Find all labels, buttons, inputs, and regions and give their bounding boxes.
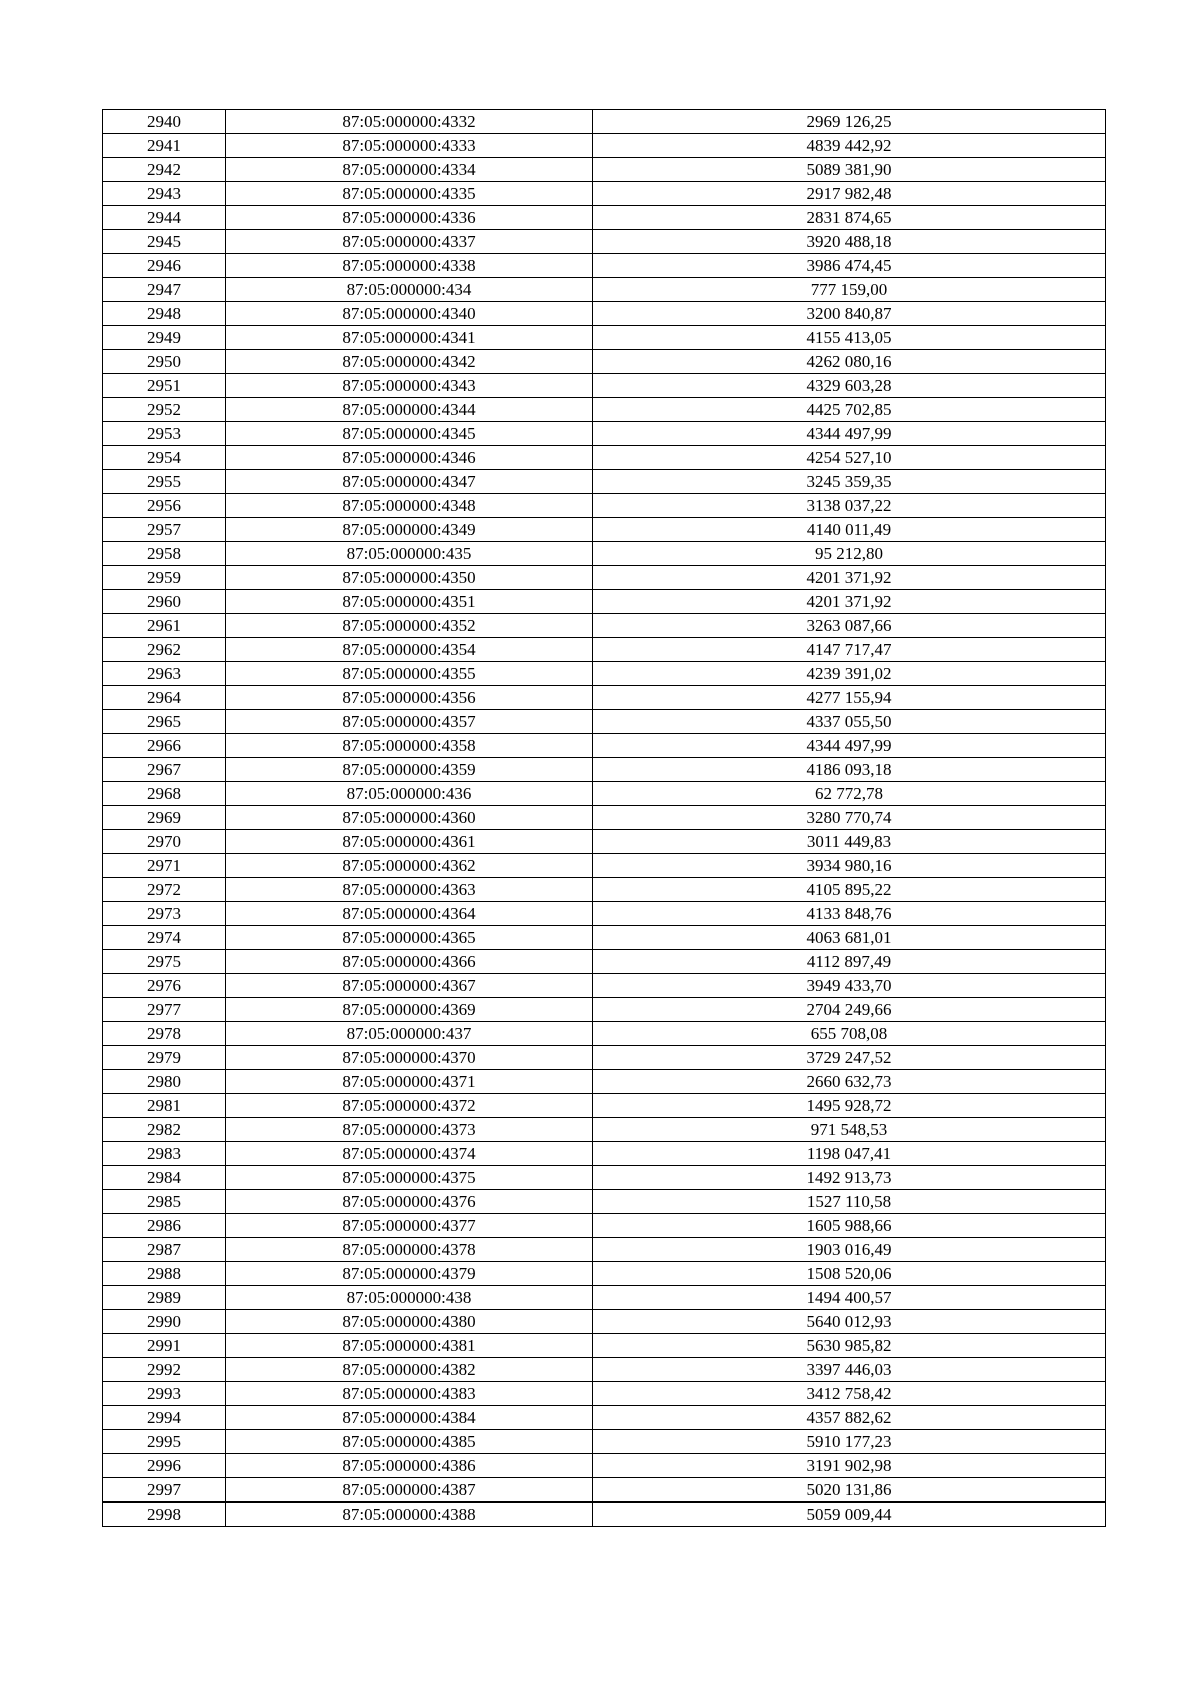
table-row (103, 998, 1106, 1022)
table-row (103, 422, 1106, 446)
cadastral-number-cell: 87:05:000000:4387 (226, 1478, 593, 1503)
cadastral-number-cell: 87:05:000000:4341 (226, 326, 593, 350)
cadastral-number-cell: 87:05:000000:4363 (226, 878, 593, 902)
cadastral-number-cell: 87:05:000000:4340 (226, 302, 593, 326)
cadastral-value-cell: 4147 717,47 (593, 638, 1106, 662)
table-row (103, 902, 1106, 926)
cadastral-number-cell: 87:05:000000:4376 (226, 1190, 593, 1214)
cadastral-value-cell: 3949 433,70 (593, 974, 1106, 998)
row-number-cell: 2955 (103, 470, 226, 494)
table-row (103, 974, 1106, 998)
table-row (103, 566, 1106, 590)
row-number-cell: 2990 (103, 1310, 226, 1334)
cadastral-value-cell: 4186 093,18 (593, 758, 1106, 782)
table-row (103, 350, 1106, 374)
row-number-cell: 2957 (103, 518, 226, 542)
table-row (103, 278, 1106, 302)
row-number-cell: 2959 (103, 566, 226, 590)
table-row (103, 158, 1106, 182)
table-row (103, 734, 1106, 758)
row-number-cell: 2942 (103, 158, 226, 182)
row-number-cell: 2940 (103, 110, 226, 134)
cadastral-value-cell: 3200 840,87 (593, 302, 1106, 326)
cadastral-value-cell: 2969 126,25 (593, 110, 1106, 134)
cadastral-value-cell: 3934 980,16 (593, 854, 1106, 878)
table-body (103, 110, 1106, 1527)
cadastral-number-cell: 87:05:000000:4359 (226, 758, 593, 782)
row-number-cell: 2972 (103, 878, 226, 902)
cadastral-value-cell: 1495 928,72 (593, 1094, 1106, 1118)
cadastral-value-cell: 62 772,78 (593, 782, 1106, 806)
table-row (103, 446, 1106, 470)
cadastral-number-cell: 87:05:000000:4372 (226, 1094, 593, 1118)
table-row (103, 1430, 1106, 1454)
cadastral-value-cell: 4239 391,02 (593, 662, 1106, 686)
cadastral-value-cell: 3729 247,52 (593, 1046, 1106, 1070)
table-row (103, 1022, 1106, 1046)
table-row (103, 182, 1106, 206)
table-row (103, 230, 1106, 254)
cadastral-number-cell: 87:05:000000:4333 (226, 134, 593, 158)
cadastral-number-cell: 87:05:000000:436 (226, 782, 593, 806)
row-number-cell: 2966 (103, 734, 226, 758)
row-number-cell: 2983 (103, 1142, 226, 1166)
table-row (103, 782, 1106, 806)
cadastral-number-cell: 87:05:000000:4356 (226, 686, 593, 710)
cadastral-number-cell: 87:05:000000:4355 (226, 662, 593, 686)
row-number-cell: 2945 (103, 230, 226, 254)
cadastral-value-cell: 1492 913,73 (593, 1166, 1106, 1190)
row-number-cell: 2975 (103, 950, 226, 974)
cadastral-number-cell: 87:05:000000:4364 (226, 902, 593, 926)
cadastral-number-cell: 87:05:000000:4374 (226, 1142, 593, 1166)
cadastral-number-cell: 87:05:000000:4332 (226, 110, 593, 134)
table-row (103, 1142, 1106, 1166)
cadastral-value-cell: 4344 497,99 (593, 422, 1106, 446)
row-number-cell: 2992 (103, 1358, 226, 1382)
cadastral-number-cell: 87:05:000000:4366 (226, 950, 593, 974)
cadastral-value-cell: 3263 087,66 (593, 614, 1106, 638)
row-number-cell: 2981 (103, 1094, 226, 1118)
table-row (103, 1238, 1106, 1262)
cadastral-number-cell: 87:05:000000:4334 (226, 158, 593, 182)
row-number-cell: 2954 (103, 446, 226, 470)
cadastral-value-cell: 777 159,00 (593, 278, 1106, 302)
row-number-cell: 2997 (103, 1478, 226, 1503)
cadastral-number-cell: 87:05:000000:4373 (226, 1118, 593, 1142)
cadastral-value-cell: 4105 895,22 (593, 878, 1106, 902)
row-number-cell: 2960 (103, 590, 226, 614)
cadastral-number-cell: 87:05:000000:4336 (226, 206, 593, 230)
cadastral-value-cell: 4357 882,62 (593, 1406, 1106, 1430)
cadastral-value-cell: 3280 770,74 (593, 806, 1106, 830)
cadastral-value-cell: 2704 249,66 (593, 998, 1106, 1022)
cadastral-number-cell: 87:05:000000:4378 (226, 1238, 593, 1262)
cadastral-number-cell: 87:05:000000:4361 (226, 830, 593, 854)
row-number-cell: 2970 (103, 830, 226, 854)
cadastral-number-cell: 87:05:000000:4351 (226, 590, 593, 614)
cadastral-number-cell: 87:05:000000:4383 (226, 1382, 593, 1406)
cadastral-value-cell: 971 548,53 (593, 1118, 1106, 1142)
cadastral-value-cell: 1494 400,57 (593, 1286, 1106, 1310)
table-row (103, 254, 1106, 278)
cadastral-number-cell: 87:05:000000:4371 (226, 1070, 593, 1094)
table-row (103, 926, 1106, 950)
cadastral-number-cell: 87:05:000000:437 (226, 1022, 593, 1046)
table-row (103, 950, 1106, 974)
cadastral-number-cell: 87:05:000000:4382 (226, 1358, 593, 1382)
table-row (103, 830, 1106, 854)
cadastral-number-cell: 87:05:000000:4346 (226, 446, 593, 470)
cadastral-value-cell: 4112 897,49 (593, 950, 1106, 974)
table-row (103, 470, 1106, 494)
cadastral-value-cell: 4277 155,94 (593, 686, 1106, 710)
cadastral-number-cell: 87:05:000000:4380 (226, 1310, 593, 1334)
row-number-cell: 2944 (103, 206, 226, 230)
cadastral-value-cell: 2917 982,48 (593, 182, 1106, 206)
row-number-cell: 2950 (103, 350, 226, 374)
row-number-cell: 2984 (103, 1166, 226, 1190)
row-number-cell: 2958 (103, 542, 226, 566)
table-row (103, 1478, 1106, 1503)
row-number-cell: 2969 (103, 806, 226, 830)
table-row (103, 518, 1106, 542)
cadastral-number-cell: 87:05:000000:4350 (226, 566, 593, 590)
row-number-cell: 2976 (103, 974, 226, 998)
table-row (103, 542, 1106, 566)
row-number-cell: 2941 (103, 134, 226, 158)
cadastral-value-cell: 1527 110,58 (593, 1190, 1106, 1214)
cadastral-number-cell: 87:05:000000:4360 (226, 806, 593, 830)
row-number-cell: 2985 (103, 1190, 226, 1214)
cadastral-value-cell: 655 708,08 (593, 1022, 1106, 1046)
table-row (103, 326, 1106, 350)
table-row (103, 1190, 1106, 1214)
cadastral-value-cell: 3397 446,03 (593, 1358, 1106, 1382)
cadastral-value-cell: 2831 874,65 (593, 206, 1106, 230)
cadastral-value-cell: 3011 449,83 (593, 830, 1106, 854)
table-row (103, 614, 1106, 638)
row-number-cell: 2956 (103, 494, 226, 518)
cadastral-value-cell: 1903 016,49 (593, 1238, 1106, 1262)
row-number-cell: 2968 (103, 782, 226, 806)
table-row (103, 110, 1106, 134)
table-row (103, 374, 1106, 398)
cadastral-number-cell: 87:05:000000:4384 (226, 1406, 593, 1430)
row-number-cell: 2967 (103, 758, 226, 782)
row-number-cell: 2982 (103, 1118, 226, 1142)
table-row (103, 1382, 1106, 1406)
cadastral-number-cell: 87:05:000000:435 (226, 542, 593, 566)
table-row (103, 878, 1106, 902)
table-row (103, 1310, 1106, 1334)
cadastral-number-cell: 87:05:000000:4348 (226, 494, 593, 518)
cadastral-value-cell: 2660 632,73 (593, 1070, 1106, 1094)
table-row (103, 854, 1106, 878)
table-row (103, 1406, 1106, 1430)
row-number-cell: 2986 (103, 1214, 226, 1238)
row-number-cell: 2987 (103, 1238, 226, 1262)
table-row (103, 1454, 1106, 1478)
table-row (103, 494, 1106, 518)
table-row (103, 758, 1106, 782)
table-row (103, 1166, 1106, 1190)
table-row (103, 590, 1106, 614)
cadastral-number-cell: 87:05:000000:4365 (226, 926, 593, 950)
cadastral-value-cell: 4425 702,85 (593, 398, 1106, 422)
row-number-cell: 2947 (103, 278, 226, 302)
cadastral-value-cell: 4133 848,76 (593, 902, 1106, 926)
table-row (103, 1286, 1106, 1310)
row-number-cell: 2994 (103, 1406, 226, 1430)
cadastral-value-cell: 4063 681,01 (593, 926, 1106, 950)
cadastral-value-cell: 4201 371,92 (593, 590, 1106, 614)
cadastral-value-cell: 4344 497,99 (593, 734, 1106, 758)
cadastral-number-cell: 87:05:000000:4344 (226, 398, 593, 422)
row-number-cell: 2978 (103, 1022, 226, 1046)
row-number-cell: 2996 (103, 1454, 226, 1478)
table-row (103, 638, 1106, 662)
row-number-cell: 2953 (103, 422, 226, 446)
table-row (103, 206, 1106, 230)
cadastral-number-cell: 87:05:000000:4343 (226, 374, 593, 398)
cadastral-number-cell: 87:05:000000:4379 (226, 1262, 593, 1286)
cadastral-value-cell: 1198 047,41 (593, 1142, 1106, 1166)
cadastral-number-cell: 87:05:000000:4337 (226, 230, 593, 254)
cadastral-value-cell: 4254 527,10 (593, 446, 1106, 470)
table-row (103, 1502, 1106, 1527)
table-row (103, 134, 1106, 158)
cadastral-value-cell: 3245 359,35 (593, 470, 1106, 494)
cadastral-value-cell: 3412 758,42 (593, 1382, 1106, 1406)
cadastral-value-table (102, 109, 1106, 1527)
row-number-cell: 2962 (103, 638, 226, 662)
cadastral-number-cell: 87:05:000000:4388 (226, 1502, 593, 1527)
row-number-cell: 2993 (103, 1382, 226, 1406)
cadastral-value-cell: 5020 131,86 (593, 1478, 1106, 1503)
row-number-cell: 2977 (103, 998, 226, 1022)
cadastral-value-cell: 5630 985,82 (593, 1334, 1106, 1358)
row-number-cell: 2965 (103, 710, 226, 734)
row-number-cell: 2951 (103, 374, 226, 398)
cadastral-value-cell: 3191 902,98 (593, 1454, 1106, 1478)
cadastral-number-cell: 87:05:000000:4354 (226, 638, 593, 662)
table-row (103, 1214, 1106, 1238)
cadastral-number-cell: 87:05:000000:4352 (226, 614, 593, 638)
cadastral-value-cell: 3920 488,18 (593, 230, 1106, 254)
row-number-cell: 2963 (103, 662, 226, 686)
table-row (103, 1358, 1106, 1382)
row-number-cell: 2948 (103, 302, 226, 326)
row-number-cell: 2988 (103, 1262, 226, 1286)
table-row (103, 1094, 1106, 1118)
cadastral-number-cell: 87:05:000000:4375 (226, 1166, 593, 1190)
row-number-cell: 2961 (103, 614, 226, 638)
table-row (103, 1118, 1106, 1142)
table-row (103, 1334, 1106, 1358)
table-row (103, 398, 1106, 422)
cadastral-value-cell: 4329 603,28 (593, 374, 1106, 398)
table-row (103, 1046, 1106, 1070)
row-number-cell: 2998 (103, 1502, 226, 1527)
cadastral-value-cell: 5910 177,23 (593, 1430, 1106, 1454)
cadastral-value-cell: 4262 080,16 (593, 350, 1106, 374)
cadastral-number-cell: 87:05:000000:4369 (226, 998, 593, 1022)
cadastral-number-cell: 87:05:000000:4335 (226, 182, 593, 206)
cadastral-number-cell: 87:05:000000:4377 (226, 1214, 593, 1238)
cadastral-value-cell: 5059 009,44 (593, 1502, 1106, 1527)
cadastral-number-cell: 87:05:000000:4367 (226, 974, 593, 998)
cadastral-number-cell: 87:05:000000:4370 (226, 1046, 593, 1070)
row-number-cell: 2995 (103, 1430, 226, 1454)
cadastral-value-cell: 1508 520,06 (593, 1262, 1106, 1286)
cadastral-number-cell: 87:05:000000:4345 (226, 422, 593, 446)
cadastral-value-cell: 3138 037,22 (593, 494, 1106, 518)
row-number-cell: 2971 (103, 854, 226, 878)
cadastral-value-cell: 4155 413,05 (593, 326, 1106, 350)
row-number-cell: 2980 (103, 1070, 226, 1094)
cadastral-value-cell: 5640 012,93 (593, 1310, 1106, 1334)
row-number-cell: 2943 (103, 182, 226, 206)
row-number-cell: 2991 (103, 1334, 226, 1358)
cadastral-number-cell: 87:05:000000:4342 (226, 350, 593, 374)
cadastral-value-cell: 5089 381,90 (593, 158, 1106, 182)
cadastral-value-cell: 3986 474,45 (593, 254, 1106, 278)
cadastral-number-cell: 87:05:000000:4347 (226, 470, 593, 494)
cadastral-number-cell: 87:05:000000:4362 (226, 854, 593, 878)
cadastral-number-cell: 87:05:000000:4386 (226, 1454, 593, 1478)
cadastral-value-cell: 4201 371,92 (593, 566, 1106, 590)
table-row (103, 662, 1106, 686)
row-number-cell: 2979 (103, 1046, 226, 1070)
table-row (103, 1262, 1106, 1286)
cadastral-number-cell: 87:05:000000:438 (226, 1286, 593, 1310)
table-row (103, 710, 1106, 734)
row-number-cell: 2974 (103, 926, 226, 950)
row-number-cell: 2989 (103, 1286, 226, 1310)
cadastral-value-cell: 4839 442,92 (593, 134, 1106, 158)
table-row (103, 302, 1106, 326)
cadastral-number-cell: 87:05:000000:4358 (226, 734, 593, 758)
cadastral-number-cell: 87:05:000000:4381 (226, 1334, 593, 1358)
cadastral-value-cell: 4337 055,50 (593, 710, 1106, 734)
cadastral-number-cell: 87:05:000000:434 (226, 278, 593, 302)
table-row (103, 1070, 1106, 1094)
table-row (103, 806, 1106, 830)
row-number-cell: 2946 (103, 254, 226, 278)
cadastral-value-cell: 1605 988,66 (593, 1214, 1106, 1238)
cadastral-number-cell: 87:05:000000:4357 (226, 710, 593, 734)
cadastral-number-cell: 87:05:000000:4385 (226, 1430, 593, 1454)
cadastral-value-cell: 95 212,80 (593, 542, 1106, 566)
table-row (103, 686, 1106, 710)
cadastral-number-cell: 87:05:000000:4349 (226, 518, 593, 542)
cadastral-value-cell: 4140 011,49 (593, 518, 1106, 542)
row-number-cell: 2952 (103, 398, 226, 422)
row-number-cell: 2964 (103, 686, 226, 710)
cadastral-number-cell: 87:05:000000:4338 (226, 254, 593, 278)
row-number-cell: 2949 (103, 326, 226, 350)
row-number-cell: 2973 (103, 902, 226, 926)
